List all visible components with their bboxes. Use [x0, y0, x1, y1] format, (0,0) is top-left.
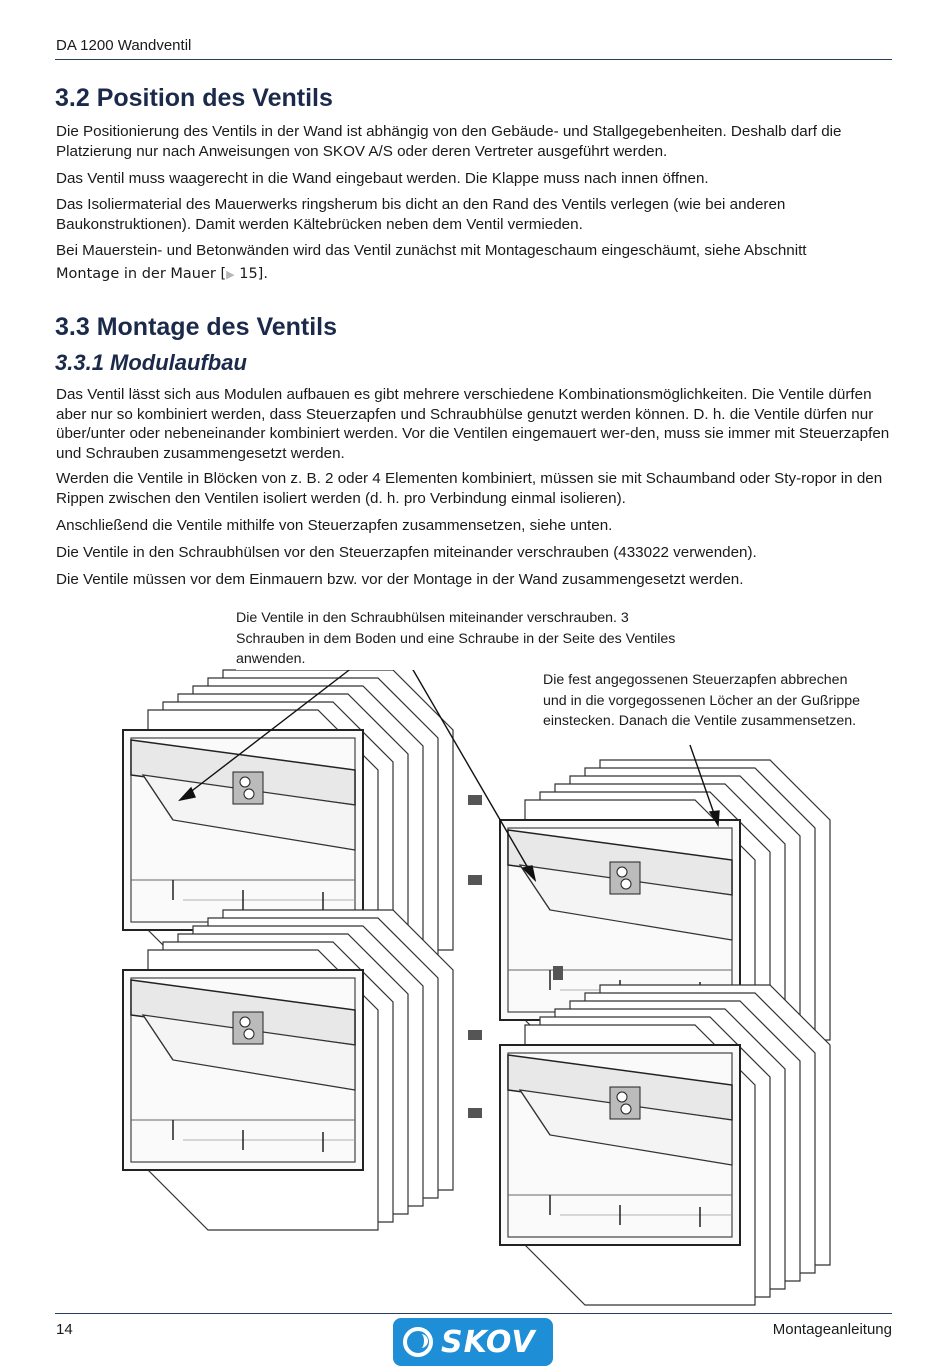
subsection-heading-3-3-1: 3.3.1 Modulaufbau — [55, 350, 247, 375]
valve-module-bottom-left — [123, 910, 453, 1230]
skov-logo-icon — [403, 1327, 433, 1357]
document-header-title: DA 1200 Wandventil — [56, 37, 192, 54]
page-number: 14 — [56, 1321, 73, 1338]
footer-divider — [55, 1313, 892, 1314]
paragraph-screw: Die Ventile in den Schraubhülsen vor den Steuerzapfen miteinander verschrauben (433022 verwenden). — [56, 544, 757, 561]
callout-control-pin-instructions: Die fest angegossenen Steuerzapfen abbrechen und in die vorgegossenen Löcher an der Gußrippe einstecken. Danach die Ventile zusammensetzen. — [543, 670, 863, 732]
paragraph-modules: Das Ventil lässt sich aus Modulen aufbauen es gibt mehrere verschiedene Kombinationsmöglichkeiten. Die Ventile dürfen aber nur so kombiniert werden, dass Steuerzapfen und Schraubhülse genutzt werden können. D. h. die Ventile dürfen nur über/unter oder nebeneinander kombiniert werden. Vor die Ventilen eingemauert wer-den, muss sie immer mit Steuerzapfen und Schrauben zusammengesetzt werden. — [56, 386, 890, 462]
paragraph-before-walling: Die Ventile müssen vor dem Einmauern bzw. vor der Montage in der Wand zusammengesetzt werden. — [56, 571, 744, 588]
paragraph-insulation: Das Isoliermaterial des Mauerwerks ringsherum bis dicht an den Rand des Ventils verlegen (wie bei anderen Baukonstruktionen). Damit werden Kältebrücken neben dem Ventil vermieden. — [56, 196, 786, 233]
paragraph-positioning: Die Positionierung des Ventils in der Wand ist abhängig von den Gebäude- und Stallgegebenheiten. Deshalb darf die Platzierung nur nach Anweisungen von SKOV A/S oder deren Vertreter ausgeführt werden. — [56, 123, 842, 160]
paragraph-foam-text: Bei Mauerstein- und Betonwänden wird das Ventil zunächst mit Montageschaum eingeschäumt, siehe Abschnitt — [56, 242, 807, 259]
paragraph-blocks: Werden die Ventile in Blöcken von z. B. 2 oder 4 Elementen kombiniert, müssen sie mit Schaumband oder Sty-ropor in den Rippen zwischen den Ventilen isoliert werden (d. h. pro Verbindung einmal isolieren). — [56, 470, 883, 507]
cross-reference-text[interactable]: Montage in der Mauer [ — [56, 265, 227, 282]
skov-logo — [393, 1318, 553, 1366]
skov-logo-text: SKOV — [441, 1324, 536, 1360]
cross-reference-page[interactable]: 15]. — [234, 265, 268, 282]
section-heading-3-3: 3.3 Montage des Ventils — [55, 313, 338, 341]
paragraph-horizontal: Das Ventil muss waagerecht in die Wand eingebaut werden. Die Klappe muss nach innen öffnen. — [56, 170, 709, 187]
valve-module-bottom-right — [500, 985, 830, 1305]
paragraph-assemble: Anschließend die Ventile mithilfe von Steuerzapfen zusammensetzen, siehe unten. — [56, 517, 613, 534]
callout-screw-instructions: Die Ventile in den Schraubhülsen miteinander verschrauben. 3 Schrauben in dem Boden und eine Schraube in der Seite des Ventiles anwenden. — [236, 608, 676, 670]
play-arrow-icon: ▶ — [226, 268, 235, 281]
section-heading-3-2: 3.2 Position des Ventils — [55, 84, 333, 112]
footer-document-type: Montageanleitung — [772, 1321, 892, 1338]
